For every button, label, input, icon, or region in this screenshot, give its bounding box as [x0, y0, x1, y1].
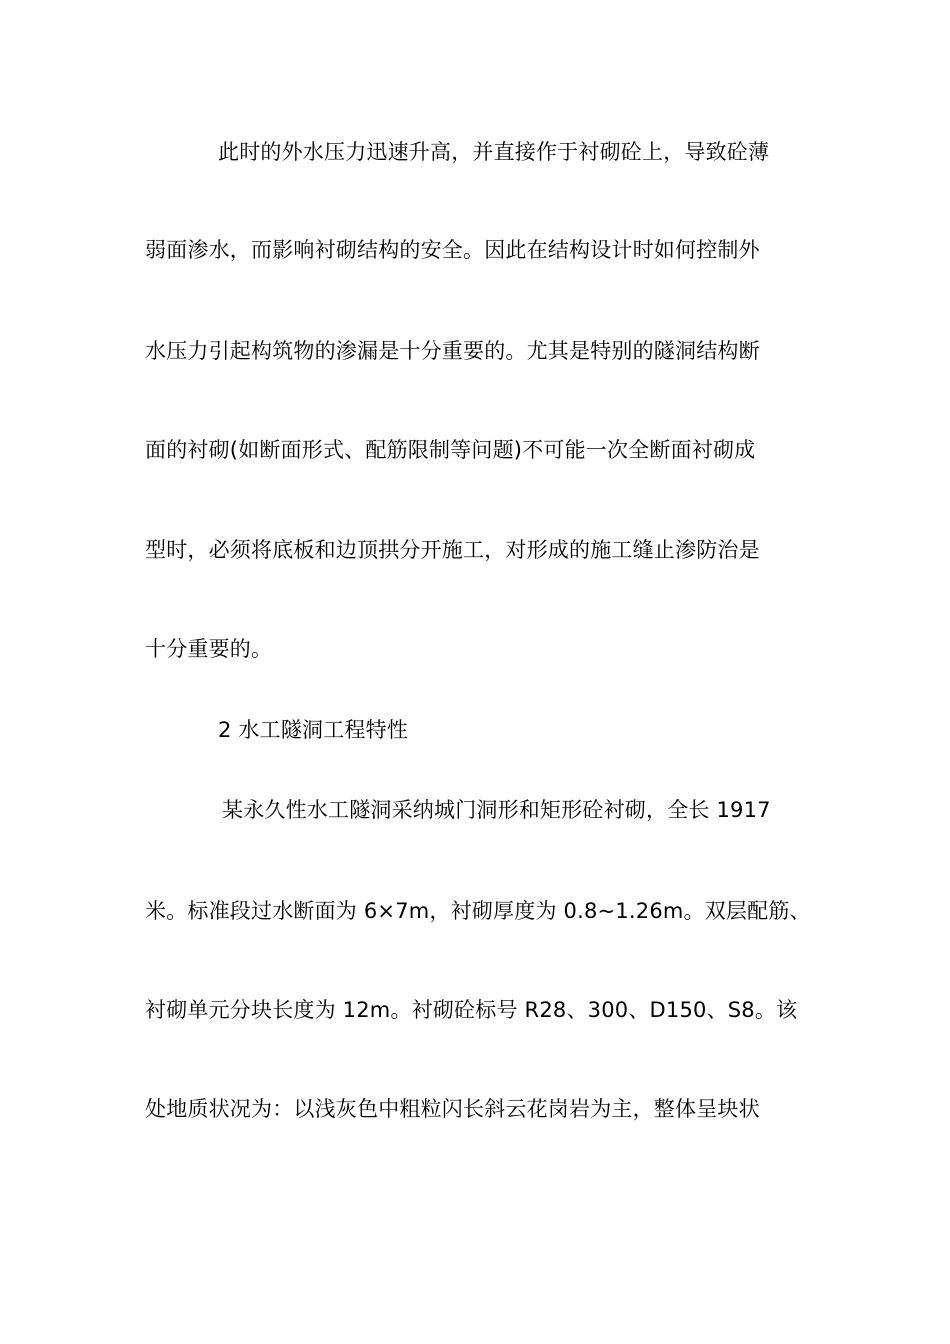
paragraph-1-line-3: 水压力引起构筑物的渗漏是十分重要的。尤其是特别的隧洞结构断: [145, 339, 760, 363]
paragraph-1-line-2: 弱面渗水，而影响衬砌结构的安全。因此在结构设计时如何控制外: [145, 238, 760, 262]
paragraph-1-line-6: 十分重要的。: [145, 637, 273, 661]
paragraph-2-line-3: 衬砌单元分块长度为 12m。衬砌砼标号 R28、300、D150、S8。该: [145, 998, 798, 1022]
paragraph-2-line-2: 米。标准段过水断面为 6×7m，衬砌厚度为 0.8~1.26m。双层配筋、: [145, 899, 811, 923]
paragraph-1-line-4: 面的衬砌(如断面形式、配筋限制等问题)不可能一次全断面衬砌成: [145, 438, 756, 462]
section-heading: 2 水工隧洞工程特性: [218, 718, 409, 742]
paragraph-1-line-1: 此时的外水压力迅速升高，并直接作于衬砌砼上，导致砼薄: [218, 140, 770, 164]
paragraph-2-line-4: 处地质状况为：以浅灰色中粗粒闪长斜云花岗岩为主，整体呈块状: [145, 1097, 760, 1121]
paragraph-2-line-1: 某永久性水工隧洞采纳城门洞形和矩形砼衬砌，全长 1917: [222, 798, 771, 822]
paragraph-1-line-5: 型时，必须将底板和边顶拱分开施工，对形成的施工缝止渗防治是: [145, 538, 760, 562]
